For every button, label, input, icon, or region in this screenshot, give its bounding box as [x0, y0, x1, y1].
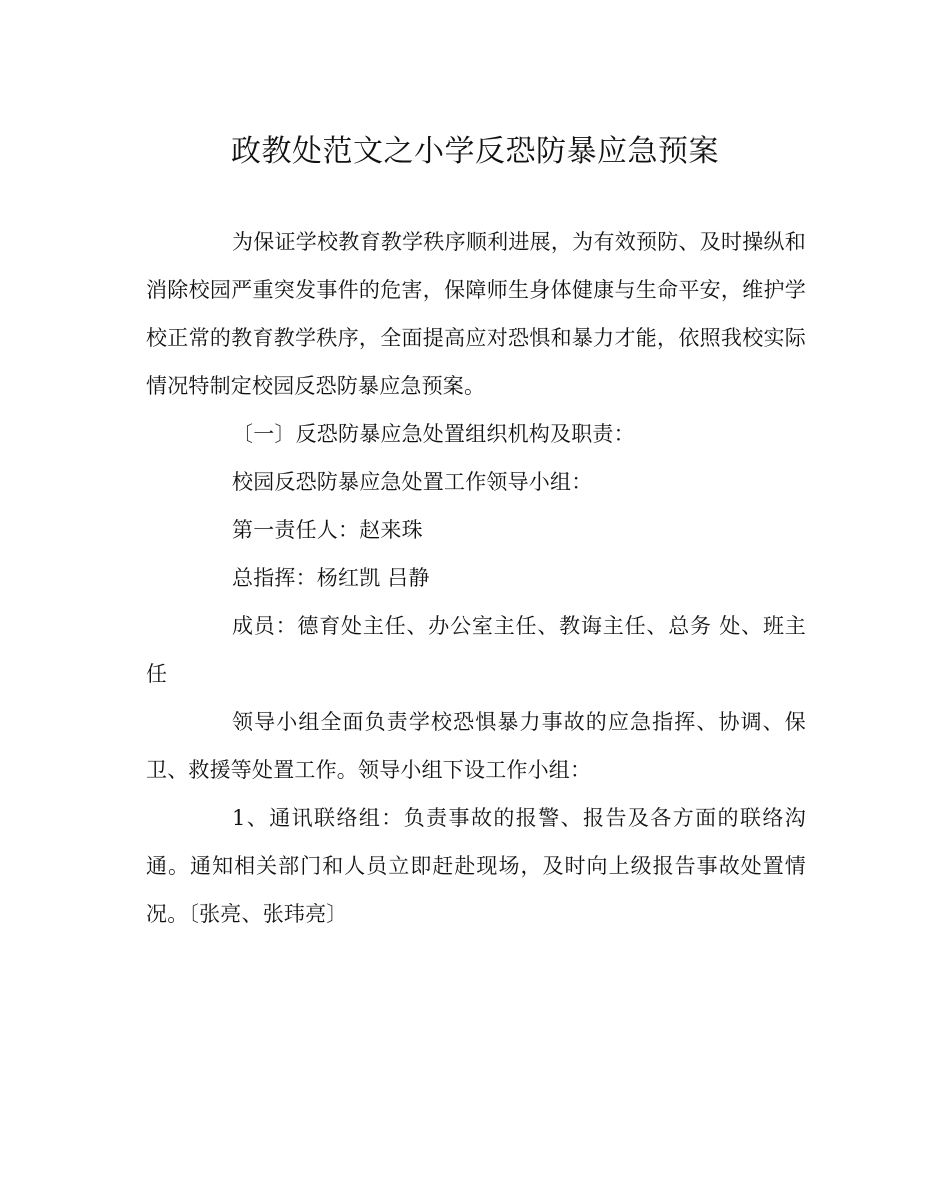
paragraph-section-heading: 〔一〕反恐防暴应急处置组织机构及职责： — [232, 422, 635, 446]
document-title: 政教处范文之小学反恐防暴应急预案 — [231, 134, 719, 169]
paragraph-communication-group: 1、通讯联络组：负责事故的报警、报告及各方面的联络沟通。通知相关部门和人员立即赶赴现场，及时向上级报告事故处置情况。〔张亮、张玮亮〕 — [146, 806, 806, 926]
paragraph-members: 成员：德育处主任、办公室主任、教诲主任、总务 处、班主任 — [146, 614, 806, 686]
paragraph-group-duties: 领导小组全面负责学校恐惧暴力事故的应急指挥、协调、保卫、救援等处置工作。领导小组下设工作小组： — [146, 710, 806, 782]
document-body — [146, 218, 806, 938]
paragraph-leadership-group: 校园反恐防暴应急处置工作领导小组： — [232, 470, 593, 494]
paragraph-commander: 总指挥：杨红凯 吕静 — [232, 566, 430, 590]
paragraph-intro: 为保证学校教育教学秩序顺利进展，为有效预防、及时操纵和消除校园严重突发事件的危害，保障师生身体健康与生命平安，维护学校正常的教育教学秩序，全面提高应对恐惧和暴力才能，依照我校实际情况特制定校园反恐防暴应急预案。 — [146, 230, 806, 398]
paragraph-first-responsible: 第一责任人：赵来珠 — [232, 518, 423, 542]
